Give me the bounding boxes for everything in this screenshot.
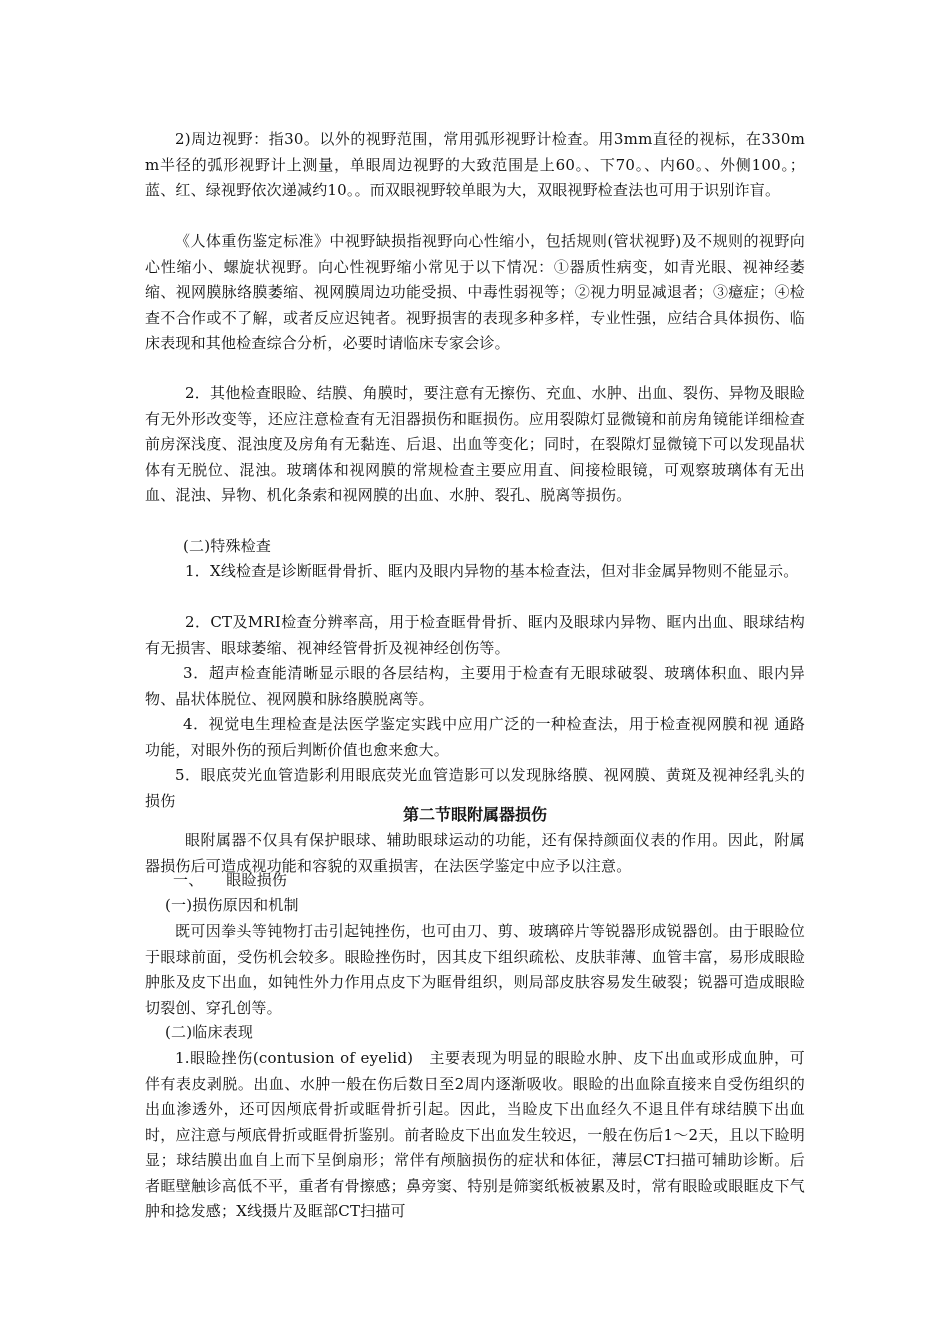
paragraph-injury-standard: 《人体重伤鉴定标准》中视野缺损指视野向心性缩小，包括规则(管状视野)及不规则的视野向心性缩小、螺旋状视野。向心性视野缩小常见于以下情况：①器质性病变，如青光眼、视神经萎缩、视网膜脉络膜萎缩、视网膜周边功能受损、中毒性弱视等；②视力明显减退者；③癔症；④检查不合作或不了解，或者反应迟钝者。视野损害的表现多种多样，专业性强，应结合具体损伤、临床表现和其他检查综合分析，必要时请临床专家会诊。 (145, 232, 805, 352)
paragraph-adnexa-intro: 眼附属器不仅具有保护眼球、辅助眼球运动的功能，还有保持颜面仪表的作用。因此，附属器损伤后可造成视功能和容貌的双重损害，在法医学鉴定中应予以注意。 (145, 831, 805, 875)
paragraph-eyelid-contusion: 1.眼睑挫伤(contusion of eyelid) 主要表现为明显的眼睑水肿、皮下出血或形成血肿，可伴有表皮剥脱。出血、水肿一般在伤后数日至2周内逐渐吸收。眼睑的出血除直接来自受伤组织的出血渗透外，还可因颅底骨折或眶骨折引起。因此，当睑皮下出血经久不退且伴有球结膜下出血时，应注意与颅底骨折或眶骨折鉴别。前者睑皮下出血发生较迟，一般在伤后1～2天，且以下睑明显；球结膜出血自上而下呈倒扇形；常伴有颅脑损伤的症状和体征，薄层CT扫描可辅助诊断。后者眶壁触诊高低不平，重者有骨擦感；鼻旁窦、特别是筛窦纸板被累及时，常有眼睑或眼眶皮下气肿和捻发感；X线摄片及眶部CT扫描可 (145, 1049, 805, 1220)
paragraph-causes: 既可因拳头等钝物打击引起钝挫伤，也可由刀、剪、玻璃碎片等锐器形成锐器创。由于眼睑位于眼球前面，受伤机会较多。眼睑挫伤时，因其皮下组织疏松、皮肤菲薄、血管丰富，易形成眼睑肿胀及皮下出血，如钝性外力作用点皮下为眶骨组织，则局部皮肤容易发生破裂；锐器可造成眼睑切裂创、穿孔创等。 (145, 922, 805, 1017)
paragraph-ultrasound: 3．超声检查能清晰显示眼的各层结构，主要用于检查有无眼球破裂、玻璃体积血、眼内异物、晶状体脱位、视网膜和脉络膜脱离等。 (145, 664, 805, 708)
paragraph-electrophysiology: 4．视觉电生理检查是法医学鉴定实践中应用广泛的一种检查法，用于检查视网膜和视 通路功能，对眼外伤的预后判断价值也愈来愈大。 (145, 715, 805, 759)
subheading-causes: (一)损伤原因和机制 (165, 896, 299, 914)
paragraph-other-exams: 2．其他检查眼睑、结膜、角膜时，要注意有无擦伤、充血、水肿、出血、裂伤、异物及眼睑有无外形改变等，还应注意检查有无泪器损伤和眶损伤。应用裂隙灯显微镜和前房角镜能详细检查前房深浅度、混浊度及房角有无黏连、后退、出血等变化；同时，在裂隙灯显微镜下可以发现晶状体有无脱位、混浊。玻璃体和视网膜的常规检查主要应用直、间接检眼镜，可观察玻璃体有无出血、混浊、异物、机化条索和视网膜的出血、水肿、裂孔、脱离等损伤。 (145, 384, 805, 504)
section-special-exams: (二)特殊检查 (183, 537, 272, 555)
paragraph-angiography: 5．眼底荧光血管造影利用眼底荧光血管造影可以发现脉络膜、视网膜、黄斑及视神经乳头的损伤 (145, 766, 805, 810)
paragraph-xray: 1．X线检查是诊断眶骨骨折、眶内及眼内异物的基本检查法，但对非金属异物则不能显示。 (185, 562, 799, 580)
subheading-clinical: (二)临床表现 (165, 1023, 254, 1041)
paragraph-peripheral-vision: 2)周边视野：指30。以外的视野范围，常用弧形视野计检查。用3mm直径的视标，在330mm半径的弧形视野计上测量，单眼周边视野的大致范围是上60。、下70。、内60。、外侧100。；蓝、红、绿视野依次递减约10。。而双眼视野较单眼为大，双眼视野检查法也可用于识别诈盲。 (145, 130, 805, 199)
section-heading: 第二节眼附属器损伤 (402, 805, 547, 824)
paragraph-ct-mri: 2．CT及MRI检查分辨率高，用于检查眶骨骨折、眶内及眼球内异物、眶内出血、眼球结构有无损害、眼球萎缩、视神经管骨折及视神经创伤等。 (145, 613, 805, 657)
subheading-eyelid-injury: 一、 眼睑损伤 (173, 871, 288, 889)
